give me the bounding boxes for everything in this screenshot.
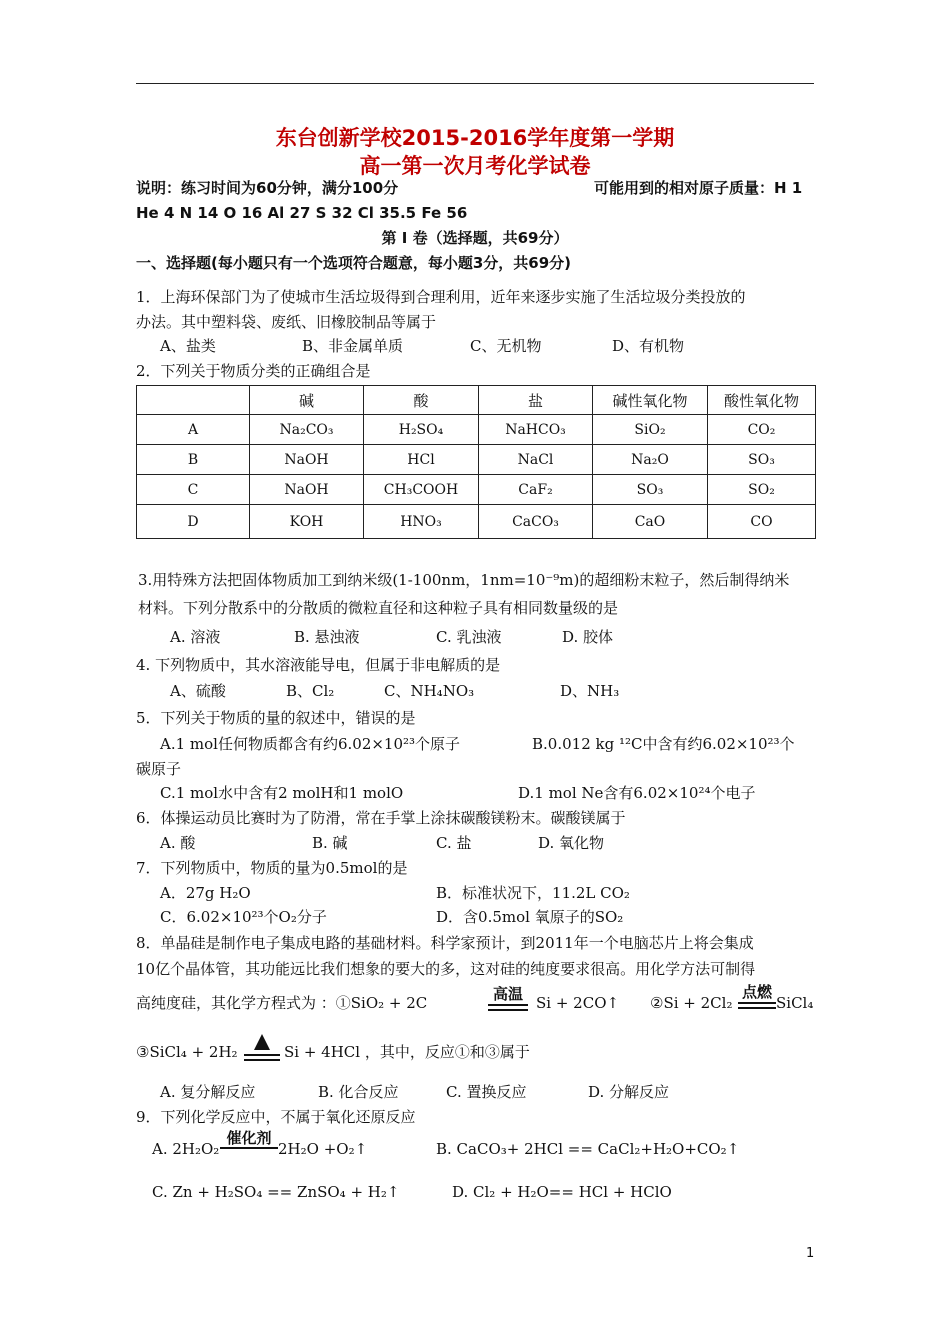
q4-option-d: D、NH₃ (560, 682, 620, 700)
q6-text: 6．体操运动员比赛时为了防滑，常在手掌上涂抹碳酸镁粉末。碳酸镁属于 (136, 809, 626, 827)
q9-option-c: C. Zn + H₂SO₄ == ZnSO₄ + H₂↑ (152, 1183, 400, 1201)
q8-option-b: B. 化合反应 (318, 1083, 399, 1101)
table-cell: NaCl (479, 445, 593, 475)
q7-option-c: C．6.02×10²³个O₂分子 (160, 908, 327, 926)
q9-text: 9．下列化学反应中，不属于氧化还原反应 (136, 1108, 416, 1126)
table-cell: D (137, 505, 250, 539)
equals-bars (244, 1054, 280, 1061)
table-cell: HCl (364, 445, 479, 475)
q4-option-c: C、NH₄NO₃ (384, 682, 475, 700)
q8-equation-3-right: Si + 4HCl ，其中，反应①和③属于 (284, 1043, 530, 1061)
q4-option-b: B、Cl₂ (286, 682, 335, 700)
table-cell: CH₃COOH (364, 475, 479, 505)
q3-option-c: C. 乳浊液 (436, 628, 502, 646)
table-cell: SO₃ (593, 475, 708, 505)
q8-option-d: D. 分解反应 (588, 1083, 670, 1101)
q3-option-d: D. 胶体 (562, 628, 614, 646)
q6-option-a: A. 酸 (160, 834, 196, 852)
condition-high-temp-label: 高温 (492, 985, 523, 1003)
exam-title: 东台创新学校2015-2016学年度第一学期 (275, 126, 675, 150)
q7-option-a: A．27g H₂O (160, 884, 251, 902)
q8-equation-1-condition (488, 986, 528, 1011)
table-cell: CaF₂ (479, 475, 593, 505)
q1-option-c: C、无机物 (470, 337, 542, 355)
q1-text-cont: 办法。其中塑料袋、废纸、旧橡胶制品等属于 (136, 313, 437, 331)
table-cell: NaOH (250, 445, 364, 475)
classification-table (136, 385, 816, 539)
table-cell: B (137, 445, 250, 475)
q1-text: 1．上海环保部门为了使城市生活垃圾得到合理利用，近年来逐步实施了生活垃圾分类投放的 (136, 288, 746, 306)
q6-option-d: D. 氧化物 (538, 834, 605, 852)
part-one-heading: 一、选择题(每小题只有一个选项符合题意，每小题3分，共69分) (136, 254, 572, 272)
table-cell: Na₂O (593, 445, 708, 475)
condition-catalyst-label: 催化剂 (226, 1129, 272, 1147)
q1-option-b: B、非金属单质 (302, 337, 404, 355)
q8-equation-1-left: 高纯度硅，其化学方程式为 ：①SiO₂ + 2C (136, 994, 428, 1012)
equals-bars (738, 1002, 776, 1009)
table-cell: CO₂ (708, 415, 816, 445)
table-header-cell: 酸 (364, 386, 479, 415)
q7-option-d: D．含0.5mol 氧原子的SO₂ (436, 908, 624, 926)
q8-equation-1-right: Si + 2CO↑ (536, 994, 620, 1012)
q9-option-a-right: 2H₂O +O₂↑ (278, 1140, 368, 1158)
q4-text: 4. 下列物质中，其水溶液能导电，但属于非电解质的是 (136, 656, 501, 674)
table-cell: HNO₃ (364, 505, 479, 539)
reaction-arrow-line (220, 1147, 278, 1149)
q9-option-d: D. Cl₂ + H₂O== HCl + HClO (452, 1183, 672, 1201)
atomic-mass-label: 可能用到的相对原子质量：H 1 (594, 179, 803, 197)
table-row (137, 505, 816, 539)
q1-option-a: A、盐类 (160, 337, 216, 355)
q8-equation-3-left: ③SiCl₄ + 2H₂ (136, 1043, 238, 1061)
q8-text-cont: 10亿个晶体管，其功能远比我们想象的要大的多，这对硅的纯度要求很高。用化学方法可制得 (136, 960, 756, 978)
q8-equation-2-right: SiCl₄ (776, 994, 814, 1012)
table-header-row (137, 386, 816, 415)
exam-info: 说明：练习时间为60分钟，满分100分 (136, 179, 399, 197)
table-cell: SO₃ (708, 445, 816, 475)
exam-subtitle: 高一第一次月考化学试卷 (359, 154, 591, 178)
table-header-cell: 酸性氧化物 (708, 386, 816, 415)
table-cell: H₂SO₄ (364, 415, 479, 445)
q9-option-a-condition (220, 1130, 278, 1149)
section-title: 第 Ⅰ 卷（选择题，共69分） (381, 229, 569, 247)
table-header-cell: 碱 (250, 386, 364, 415)
q4-option-a: A、硫酸 (170, 682, 226, 700)
heat-triangle-icon (254, 1034, 270, 1050)
q3-option-a: A. 溶液 (170, 628, 221, 646)
q6-option-b: B. 碱 (312, 834, 348, 852)
table-cell: CaCO₃ (479, 505, 593, 539)
q7-option-b: B．标准状况下，11.2L CO₂ (436, 884, 630, 902)
table-cell: A (137, 415, 250, 445)
q9-option-b: B. CaCO₃+ 2HCl == CaCl₂+H₂O+CO₂↑ (436, 1140, 740, 1158)
table-cell: CO (708, 505, 816, 539)
q5-text: 5．下列关于物质的量的叙述中，错误的是 (136, 709, 416, 727)
table-cell: KOH (250, 505, 364, 539)
table-header-cell: 碱性氧化物 (593, 386, 708, 415)
condition-ignite-label: 点燃 (741, 983, 772, 1001)
q8-option-a: A. 复分解反应 (160, 1083, 256, 1101)
atomic-mass-list: He 4 N 14 O 16 Al 27 S 32 Cl 35.5 Fe 56 (136, 204, 468, 222)
q2-text: 2．下列关于物质分类的正确组合是 (136, 362, 371, 380)
table-header-cell: 盐 (479, 386, 593, 415)
q8-option-c: C. 置换反应 (446, 1083, 527, 1101)
q3-text-cont: 材料。下列分散系中的分散质的微粒直径和这种粒子具有相同数量级的是 (138, 599, 619, 617)
table-cell: SiO₂ (593, 415, 708, 445)
table-cell: Na₂CO₃ (250, 415, 364, 445)
q8-equation-2-left: ②Si + 2Cl₂ (650, 994, 733, 1012)
q9-option-a-left: A. 2H₂O₂ (152, 1140, 220, 1158)
q5-option-a: A.1 mol任何物质都含有约6.02×10²³个原子 (160, 735, 461, 753)
table-row (137, 475, 816, 505)
top-rule (136, 83, 814, 84)
table-header-cell (137, 386, 250, 415)
q8-text: 8．单晶硅是制作电子集成电路的基础材料。科学家预计，到2011年一个电脑芯片上将会集成 (136, 934, 754, 952)
q7-text: 7．下列物质中，物质的量为0.5mol的是 (136, 859, 408, 877)
q8-equation-3-condition (244, 1034, 280, 1061)
q5-option-d: D.1 mol Ne含有6.02×10²⁴个电子 (518, 784, 756, 802)
q3-option-b: B. 悬浊液 (294, 628, 360, 646)
q3-text: 3.用特殊方法把固体物质加工到纳米级(1-100nm，1nm=10⁻⁹m)的超细粉末粒子，然后制得纳米 (138, 571, 790, 589)
table-row (137, 415, 816, 445)
table-cell: C (137, 475, 250, 505)
q1-option-d: D、有机物 (612, 337, 685, 355)
table-row (137, 445, 816, 475)
table-cell: NaOH (250, 475, 364, 505)
table-cell: NaHCO₃ (479, 415, 593, 445)
table-cell: CaO (593, 505, 708, 539)
q5-option-b-cont: 碳原子 (136, 760, 182, 778)
q8-equation-2-condition (738, 984, 776, 1009)
q6-option-c: C. 盐 (436, 834, 472, 852)
page-number: 1 (806, 1246, 815, 1261)
q5-option-c: C.1 mol水中含有2 molH和1 molO (160, 784, 404, 802)
equals-bars (488, 1004, 528, 1011)
table-cell: SO₂ (708, 475, 816, 505)
q5-option-b: B.0.012 kg ¹²C中含有约6.02×10²³个 (532, 735, 795, 753)
